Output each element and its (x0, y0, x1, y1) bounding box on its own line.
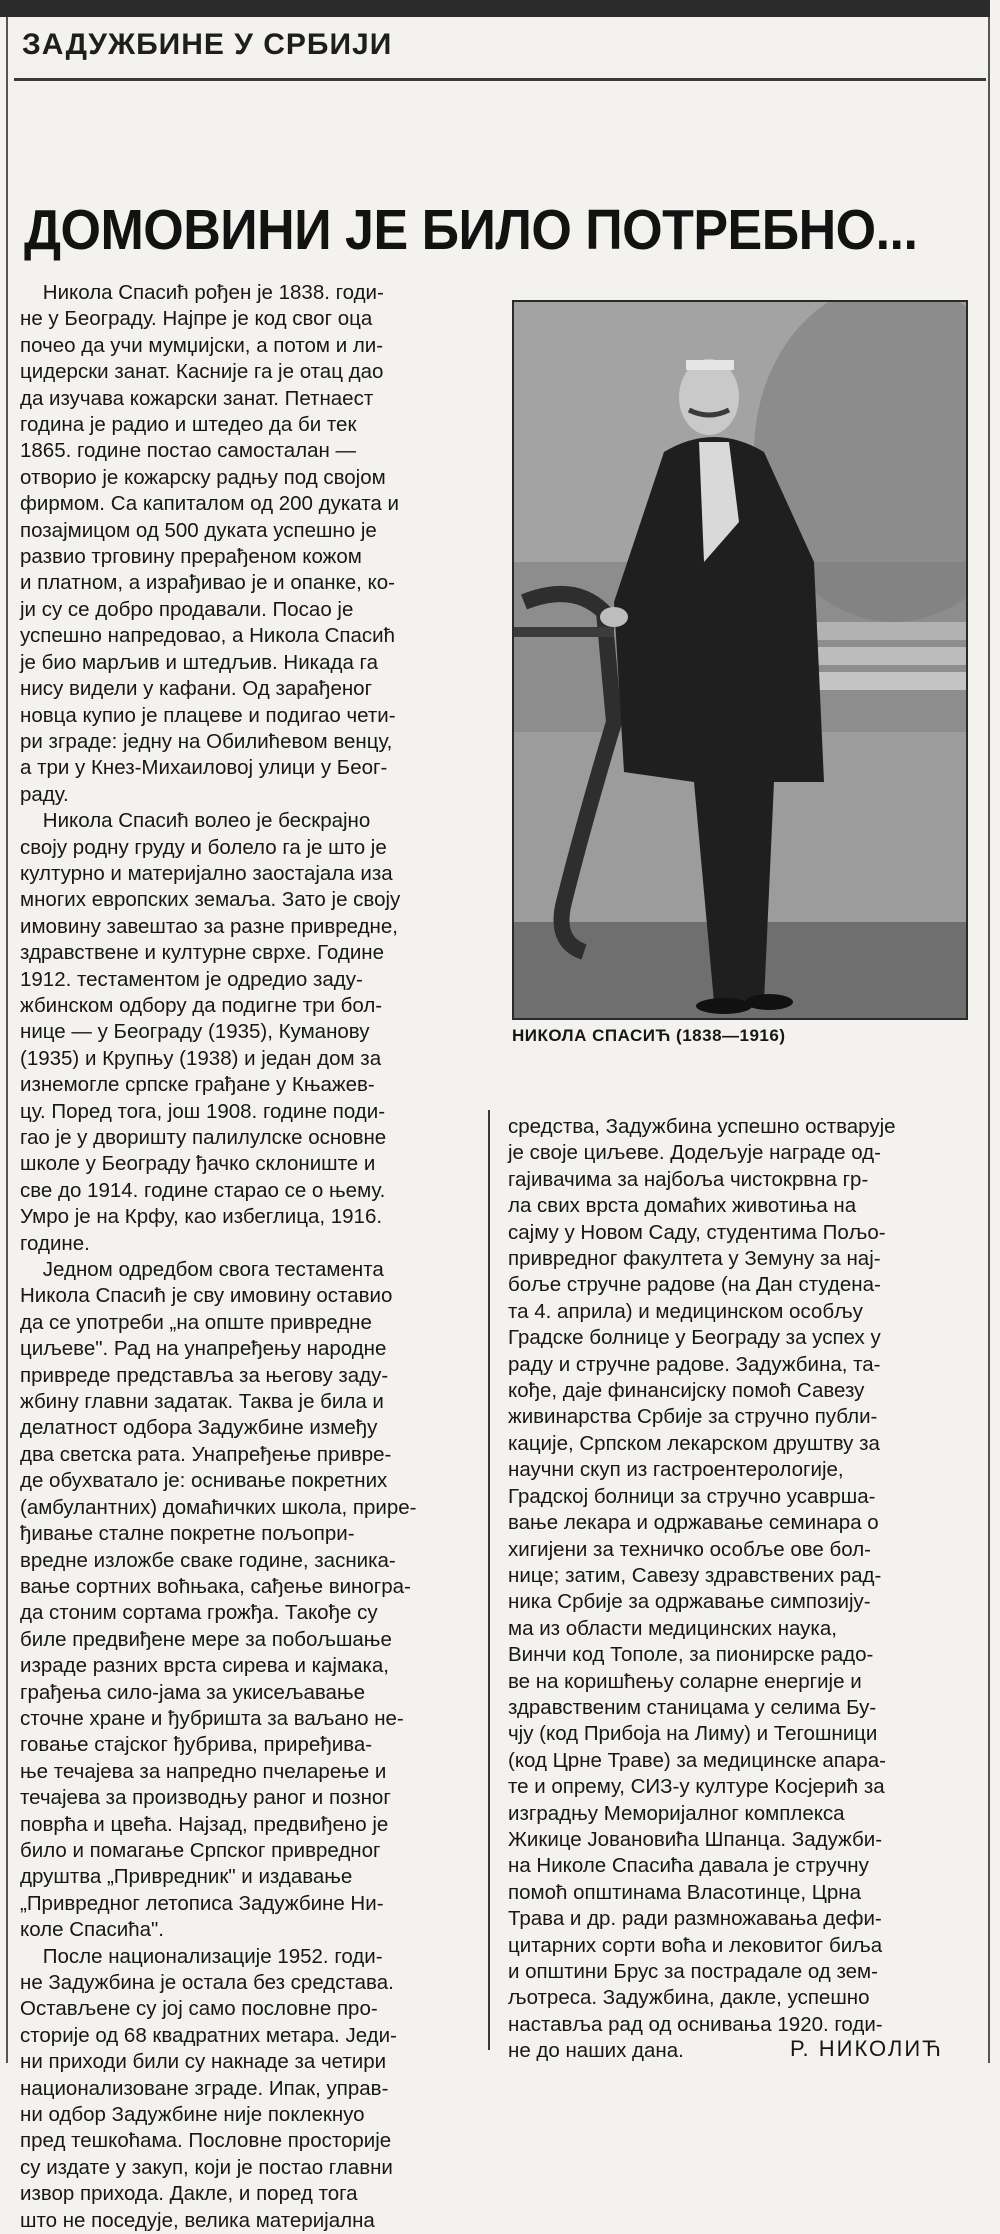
text-line: ника Србије за одржавање симпозију- (508, 1590, 871, 1614)
text-line: де обухватало је: оснивање покретних (20, 1469, 388, 1493)
text-line: отворио је кожарску радњу под својом (20, 465, 386, 489)
text-line: друштва „Привредник" и издавање (20, 1865, 353, 1889)
article-column-1 (20, 280, 470, 2234)
text-line: ри зграде: једну на Обилићевом венцу, (20, 729, 393, 753)
text-line: (амбулантних) домаћичких школа, прире- (20, 1495, 417, 1519)
text-line: успешно напредовао, а Никола Спасић (20, 624, 395, 648)
text-line: Никола Спасић волео је бескрајно (20, 809, 371, 833)
text-line: Градске болнице у Београду за успех у (508, 1326, 881, 1350)
text-line: Остављене су јој само пословне про- (20, 1997, 378, 2021)
photo-caption: НИКОЛА СПАСИЋ (1838—1916) (512, 1026, 786, 1045)
text-line: средства, Задужбина успешно остварује (508, 1115, 896, 1138)
text-line: цитарних сорти воћа и лековитог биља (508, 1933, 883, 1957)
text-line: не у Београду. Најпре је код свог оца (20, 307, 373, 331)
text-line: сторије од 68 квадратних метара. Једи- (20, 2023, 397, 2047)
text-line: нице — у Београду (1935), Куманову (20, 1020, 370, 1044)
text-line: пред тешкоћама. Пословне просторије (20, 2129, 392, 2153)
text-line: поврћа и цвећа. Најзад, предвиђено је (20, 1812, 389, 1836)
text-line: наставља рад од оснивања 1920. годи- (508, 2012, 883, 2036)
text-line: 1865. године постао самосталан — (20, 439, 357, 463)
text-line: делатност одбора Задужбине између (20, 1416, 378, 1440)
top-rule (0, 0, 990, 17)
text-line: привреде представља за његову заду- (20, 1363, 389, 1387)
text-line: ни одбор Задужбине није поклекнуо (20, 2103, 365, 2127)
text-line: цидерски занат. Касније га је отац дао (20, 360, 384, 384)
text-line: Никола Спасић рођен је 1838. годи- (20, 281, 384, 304)
text-line: године. (20, 1231, 90, 1255)
text-line: да изучава кожарски занат. Петнаест (20, 386, 374, 410)
text-line: Трава и др. ради размножавања дефи- (508, 1907, 882, 1931)
text-line: чју (код Прибоја на Лиму) и Тегошници (508, 1722, 878, 1746)
portrait-photo (512, 300, 968, 1020)
text-line: је био марљив и штедљив. Никада га (20, 650, 378, 674)
text-line: Винчи код Тополе, за пионирске радо- (508, 1643, 874, 1667)
text-line: Жикице Јовановића Шпанца. Задужби- (508, 1827, 883, 1851)
text-line: ђивање сталне покретне пољопри- (20, 1522, 355, 1546)
text-line: не до наших дана. (508, 2039, 684, 2063)
text-line: (код Црне Траве) за медицинске апара- (508, 1748, 886, 1772)
text-line: помоћ општинама Власотинце, Црна (508, 1880, 862, 1904)
text-line: жбинском одбору да подигне три бол- (20, 993, 383, 1017)
text-line: кације, Српском лекарском друштву за (508, 1431, 880, 1455)
text-line: година је радио и штедео да би тек (20, 413, 357, 437)
text-line: и општини Брус за пострадале од зем- (508, 1960, 878, 1983)
column-divider (488, 1110, 490, 2050)
text-line: вање сортних воћњака, сађење виногра- (20, 1574, 411, 1598)
text-line: многих европских земаља. Зато је своју (20, 888, 401, 912)
text-line: привредног факултета у Земуну за нај- (508, 1247, 881, 1271)
text-line: да се употреби „на опште привредне (20, 1310, 372, 1334)
text-line: а три у Кнез-Михаиловој улици у Беог- (20, 756, 388, 780)
text-line: живинарства Србије за стручно публи- (508, 1405, 878, 1429)
text-line: Умро је на Крфу, као избеглица, 1916. (20, 1205, 383, 1229)
text-line: културно и материјално заостајала иза (20, 861, 393, 885)
text-line: и платном, а израђивао је и опанке, ко- (20, 571, 395, 595)
text-line: гао је у дворишту палилулске основне (20, 1126, 387, 1149)
text-line: позајмицом од 500 дуката успешно је (20, 518, 377, 542)
text-line: боље стручне радове (на Дан студена- (508, 1273, 881, 1297)
text-line: извор прихода. Дакле, и поред тога (20, 2182, 358, 2206)
text-line: (1935) и Крупњу (1938) и један дом за (20, 1046, 382, 1070)
text-line: нису видели у кафани. Од зарађеног (20, 677, 373, 701)
text-line: развио трговину прерађеном кожом (20, 545, 362, 569)
text-line: фирмом. Са капиталом од 200 дуката и (20, 492, 399, 516)
text-line: Никола Спасић је сву имовину оставио (20, 1284, 393, 1308)
text-line: ве на коришћењу соларне енергије и (508, 1669, 862, 1693)
text-line: имовину завештао за разне привредне, (20, 914, 398, 938)
text-line: ма из области медицинских наука, (508, 1616, 837, 1640)
text-line: израде разних врста сирева и кајмака, (20, 1654, 389, 1678)
text-line: грађења сило-јама за укисељавање (20, 1680, 366, 1704)
text-line: научни скуп из гастроентерологије, (508, 1458, 844, 1482)
text-line: су издате у закуп, који је постао главни (20, 2155, 393, 2179)
text-line: ње течајева за напредно пчеларење и (20, 1759, 387, 1783)
text-line: „Привредног летописа Задужбине Ни- (20, 1891, 384, 1915)
text-line: 1912. тестаментом је одредио заду- (20, 967, 363, 991)
text-line: нице; затим, Савезу здравствених рад- (508, 1563, 882, 1587)
text-line: љотреса. Задужбина, дакле, успешно (508, 1986, 870, 2010)
text-line: новца купио је плацеве и подигао чети- (20, 703, 396, 727)
text-line: коле Спасића". (20, 1918, 164, 1942)
headline: ДОМОВИНИ ЈЕ БИЛО ПОТРЕБНО... (24, 199, 918, 262)
text-line: циљеве". Рад на унапређењу народне (20, 1337, 387, 1361)
section-title: ЗАДУЖБИНЕ У СРБИЈИ (22, 28, 393, 61)
text-line: здравственим станицама у селима Бу- (508, 1695, 877, 1719)
text-line: цу. Поред тога, још 1908. године поди- (20, 1099, 386, 1123)
text-line: ла свих врста домаћих животиња на (508, 1194, 857, 1218)
text-line: све до 1914. године старао се о њему. (20, 1178, 386, 1202)
text-line: Једном одредбом свога тестамента (20, 1258, 384, 1282)
text-line: биле предвиђене мере за побољшање (20, 1627, 392, 1651)
text-line: раду и стручне радове. Задужбина, та- (508, 1352, 881, 1376)
text-line: Градској болници за стручно усаврша- (508, 1484, 876, 1508)
text-line: школе у Београду ђачко склониште и (20, 1152, 376, 1176)
text-line: је своје циљеве. Додељује награде од- (508, 1141, 881, 1165)
text-line: говање стајског ђубрива, приређива- (20, 1733, 373, 1757)
text-line: почео да учи мумџијски, а потом и ли- (20, 333, 384, 357)
text-line: После национализације 1952. годи- (20, 1944, 383, 1968)
text-line: те и опрему, СИЗ-у културе Косјерић за (508, 1775, 885, 1799)
text-line: било и помагање Српског привредног (20, 1838, 381, 1862)
text-line: гајивачима за најбоља чистокрвна гр- (508, 1167, 869, 1191)
text-line: два светска рата. Унапређење привре- (20, 1442, 392, 1466)
section-rule (14, 78, 986, 81)
text-line: да стоним сортама грожђа. Такође су (20, 1601, 378, 1625)
text-line: та 4. априла) и медицинском особљу (508, 1299, 863, 1323)
text-line: сточне хране и ђубришта за ваљано не- (20, 1706, 404, 1730)
text-line: изградњу Меморијалног комплекса (508, 1801, 845, 1825)
text-line: жбину главни задатак. Таква је била и (20, 1390, 384, 1414)
text-line: течајева за производњу раног и позног (20, 1786, 391, 1810)
article-column-2 (508, 1114, 978, 2065)
text-line: своју родну груду и болело га је што је (20, 835, 387, 859)
text-line: кође, даје финансијску помоћ Савезу (508, 1379, 865, 1403)
text-line: здравствене и културне сврхе. Године (20, 941, 384, 965)
text-line: вредне изложбе сваке године, засника- (20, 1548, 396, 1572)
text-line: на Николе Спасића давала је стручну (508, 1854, 869, 1878)
text-line: национализоване зграде. Ипак, управ- (20, 2076, 389, 2100)
byline: Р. НИКОЛИЋ (790, 2036, 943, 2061)
text-line: сајму у Новом Саду, студентима Пољо- (508, 1220, 886, 1244)
text-line: ни приходи били су накнаде за четири (20, 2050, 387, 2074)
text-line: ји су се добро продавали. Посао је (20, 597, 354, 621)
text-line: хигијени за техничко особље ове бол- (508, 1537, 871, 1561)
text-line: вање лекара и одржавање семинара о (508, 1511, 879, 1535)
text-line: изнемогле српске грађане у Књажев- (20, 1073, 375, 1097)
text-line: раду. (20, 782, 69, 806)
text-line: што не поседује, велика материјална (20, 2208, 375, 2232)
text-line: не Задужбина је остала без средстава. (20, 1971, 394, 1994)
